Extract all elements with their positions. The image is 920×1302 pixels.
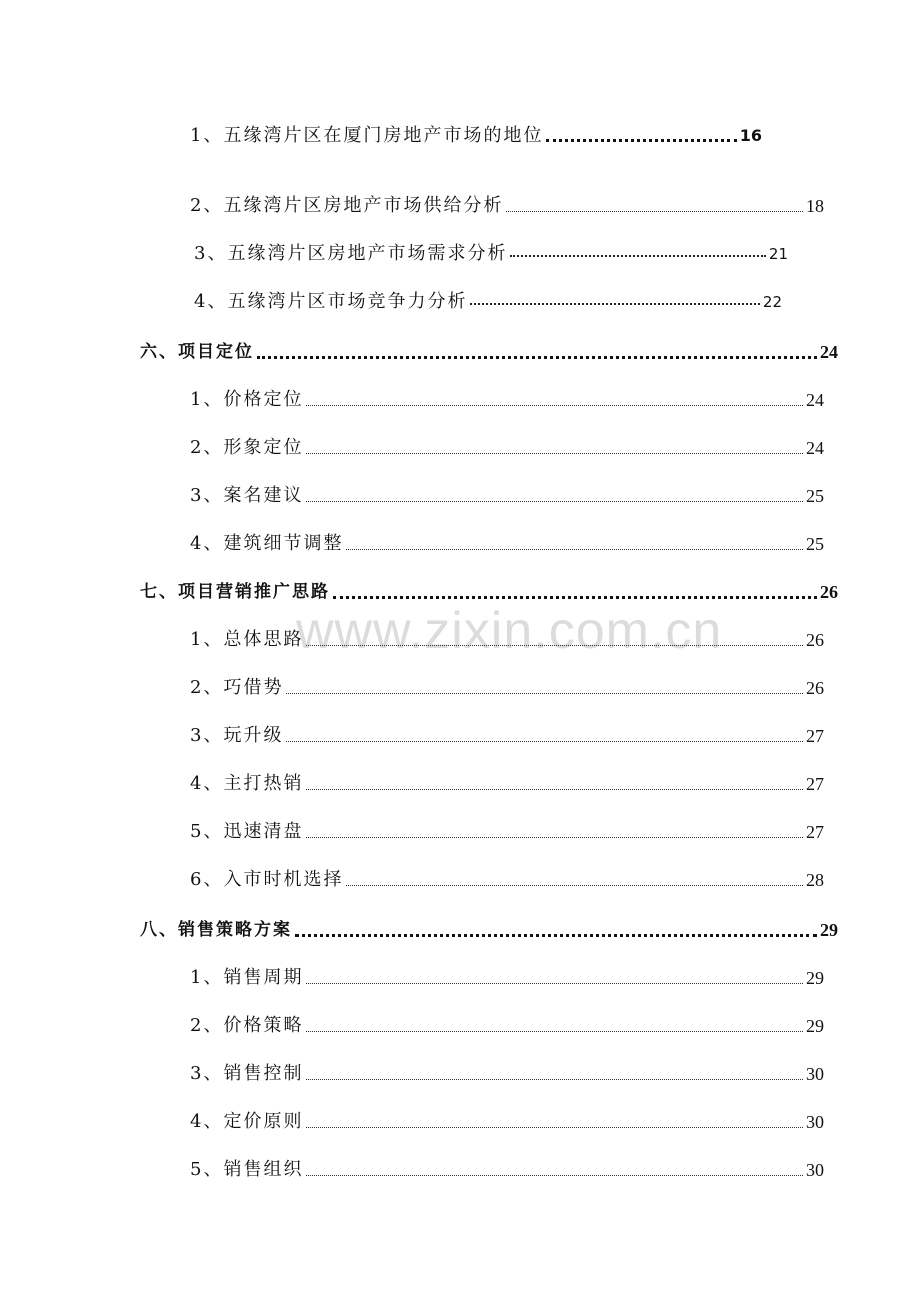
dot-leader	[306, 1174, 803, 1176]
dot-leader	[333, 595, 817, 599]
toc-page-number: 24	[806, 390, 824, 410]
dot-leader	[306, 788, 803, 790]
toc-page-number: 29	[806, 968, 824, 988]
dot-leader	[506, 210, 803, 212]
toc-entry-label: 4、主打热销	[190, 773, 304, 794]
toc-page-number: 21	[768, 245, 788, 263]
toc-entry[interactable]	[190, 670, 824, 700]
dot-leader	[306, 1126, 803, 1128]
toc-entry[interactable]	[194, 284, 782, 314]
watermark: www.zixin.com.cn	[296, 602, 723, 660]
toc-page-number: 22	[762, 293, 782, 311]
toc-entry[interactable]	[194, 236, 788, 266]
toc-section-heading[interactable]	[140, 334, 838, 364]
toc-entry[interactable]	[190, 622, 824, 652]
dot-leader	[510, 254, 765, 257]
toc-entry-label: 2、巧借势	[190, 677, 284, 698]
toc-entry-label: 3、玩升级	[190, 725, 284, 746]
toc-entry[interactable]	[190, 188, 824, 218]
toc-page-number: 29	[820, 920, 838, 940]
toc-page-number: 30	[806, 1112, 824, 1132]
dot-leader	[306, 1030, 803, 1032]
dot-leader	[295, 933, 817, 937]
dot-leader	[306, 982, 803, 984]
toc-page-number: 16	[739, 126, 762, 145]
toc-entry[interactable]	[190, 862, 824, 892]
toc-entry-label: 4、定价原则	[190, 1111, 304, 1132]
toc-entry-label: 1、五缘湾片区在厦门房地产市场的地位	[190, 125, 544, 146]
toc-section-label: 七、项目营销推广思路	[140, 582, 330, 602]
toc-entry[interactable]	[190, 766, 824, 796]
dot-leader	[306, 452, 803, 454]
toc-entry[interactable]	[190, 718, 824, 748]
dot-leader	[306, 404, 803, 406]
toc-section-label: 八、销售策略方案	[140, 920, 292, 940]
toc-entry-label: 2、五缘湾片区房地产市场供给分析	[190, 195, 504, 216]
toc-entry[interactable]	[190, 118, 762, 148]
toc-page-number: 30	[806, 1064, 824, 1084]
toc-entry-label: 5、销售组织	[190, 1159, 304, 1180]
dot-leader	[346, 884, 803, 886]
toc-entry[interactable]	[190, 1008, 824, 1038]
toc-page-number: 26	[806, 678, 824, 698]
dot-leader	[306, 644, 803, 646]
toc-page-number: 24	[820, 342, 838, 362]
dot-leader	[306, 1078, 803, 1080]
toc-entry-label: 4、五缘湾片区市场竞争力分析	[194, 291, 468, 312]
toc-entry[interactable]	[190, 430, 824, 460]
toc-entry-label: 1、总体思路	[190, 629, 304, 650]
toc-entry[interactable]	[190, 478, 824, 508]
toc-entry[interactable]	[190, 1152, 824, 1182]
toc-page-number: 28	[806, 870, 824, 890]
toc-page-number: 27	[806, 822, 824, 842]
toc-section-heading[interactable]	[140, 574, 838, 604]
toc-entry-label: 1、价格定位	[190, 389, 304, 410]
toc-page-number: 25	[806, 486, 824, 506]
toc-entry-label: 3、销售控制	[190, 1063, 304, 1084]
toc-page-number: 24	[806, 438, 824, 458]
toc-entry-label: 1、销售周期	[190, 967, 304, 988]
toc-entry-label: 3、案名建议	[190, 485, 304, 506]
toc-page-number: 27	[806, 726, 824, 746]
dot-leader	[306, 836, 803, 838]
toc-entry-label: 5、迅速清盘	[190, 821, 304, 842]
dot-leader	[257, 355, 817, 359]
toc-page-number: 27	[806, 774, 824, 794]
toc-page-number: 18	[806, 196, 824, 216]
toc-entry[interactable]	[190, 526, 824, 556]
toc-entry-label: 4、建筑细节调整	[190, 533, 344, 554]
toc-entry[interactable]	[190, 960, 824, 990]
dot-leader	[346, 548, 803, 550]
toc-page-number: 26	[806, 630, 824, 650]
toc-entry[interactable]	[190, 382, 824, 412]
toc-entry[interactable]	[190, 1104, 824, 1134]
dot-leader	[286, 740, 803, 742]
toc-section-label: 六、项目定位	[140, 342, 254, 362]
dot-leader	[286, 692, 803, 694]
toc-section-heading[interactable]	[140, 912, 838, 942]
toc-page-number: 30	[806, 1160, 824, 1180]
toc-entry-label: 6、入市时机选择	[190, 869, 344, 890]
toc-page-number: 25	[806, 534, 824, 554]
toc-entry-label: 2、价格策略	[190, 1015, 304, 1036]
toc-page-number: 26	[820, 582, 838, 602]
toc-entry-label: 2、形象定位	[190, 437, 304, 458]
dot-leader	[306, 500, 803, 502]
dot-leader	[470, 302, 759, 305]
toc-page-number: 29	[806, 1016, 824, 1036]
toc-entry-label: 3、五缘湾片区房地产市场需求分析	[194, 243, 508, 264]
toc-entry[interactable]	[190, 1056, 824, 1086]
dot-leader	[546, 138, 736, 142]
toc-entry[interactable]	[190, 814, 824, 844]
